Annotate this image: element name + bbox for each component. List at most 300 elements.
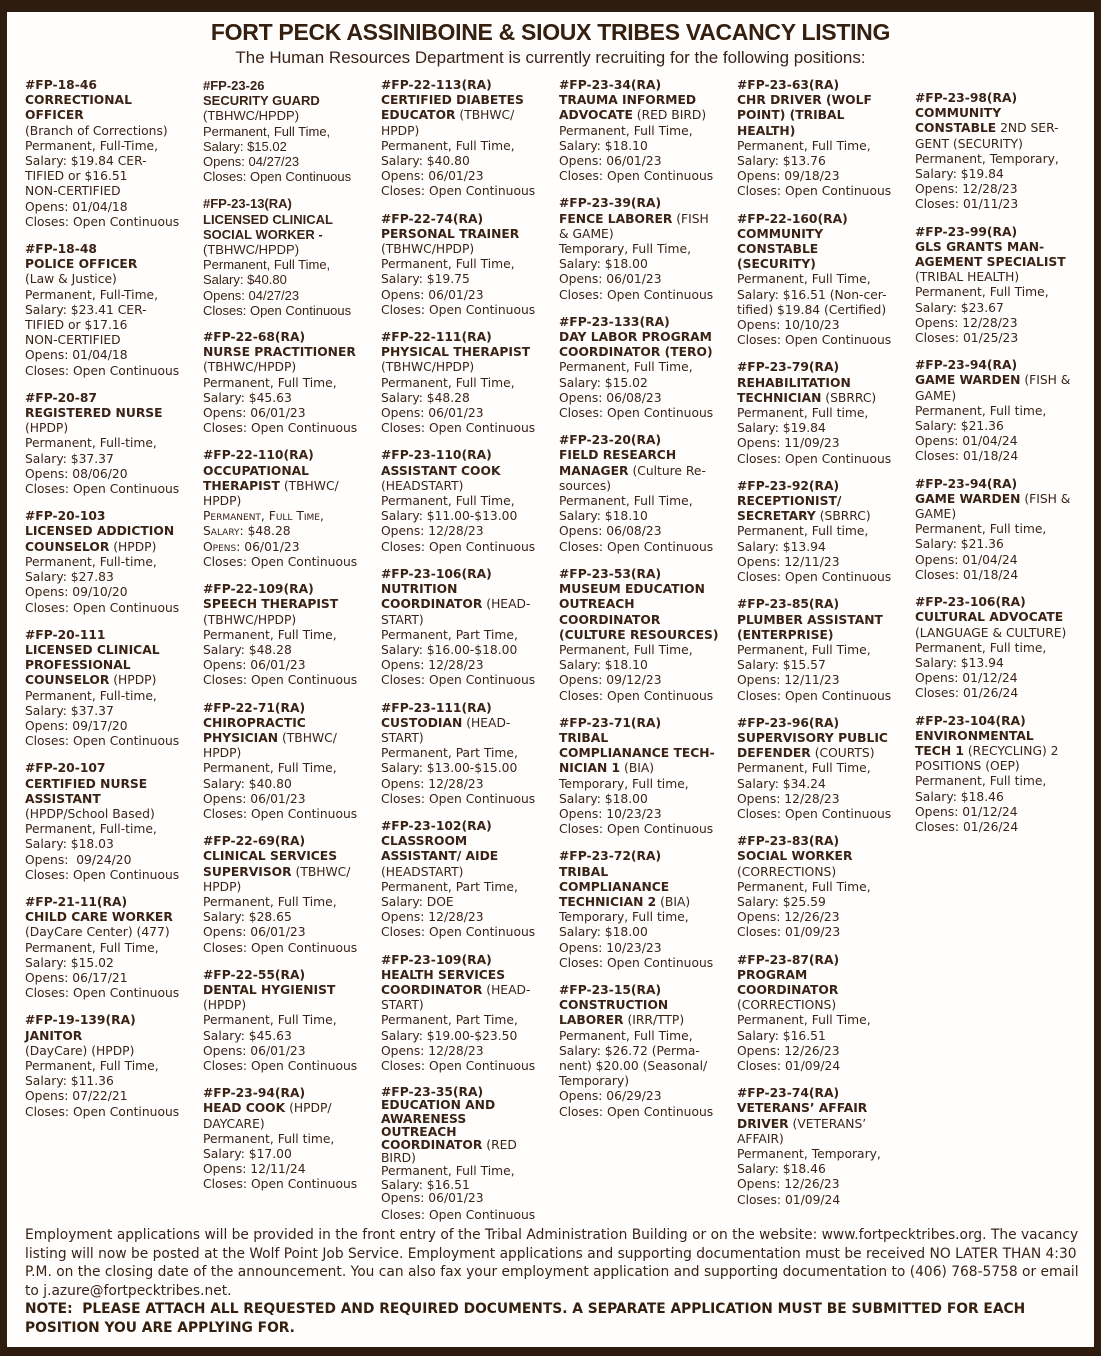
job-detail-line: Closes: Open Continuous [559,406,714,421]
job-detail-line: tified) $19.84 (Certified) [737,302,887,317]
job-listing [381,212,552,318]
job-listing [25,242,196,379]
job-number: #FP-23-106(RA) [915,595,1026,610]
job-listing [559,78,730,184]
job-detail-line: Permanent, Full Time, [203,123,331,139]
job-detail-line: Closes: Open Continuous [25,867,180,882]
job-number: #FP-23-63(RA) [737,78,840,92]
job-detail-line: Opens: 04/27/23 [203,154,300,170]
job-number: #FP-23-102(RA) [381,818,492,833]
job-detail-line: Salary: $40.80 [203,776,292,791]
job-detail-line: (DayCare Center) (477) [25,925,170,940]
job-detail-line: (TBHWC/HPDP) [203,242,300,258]
job-number: #FP-22-160(RA) [737,211,848,226]
job-detail-line: Salary: $21.36 [915,537,1004,552]
job-title-line: HEALTH) [737,123,796,138]
job-detail-line: Salary: $11.00-$13.00 [381,509,518,524]
job-title-line: TECH 1 (RECYCLING) 2 [915,743,1059,758]
job-title-line: CERTIFIED NURSE [25,776,148,791]
job-detail-line: Salary: $18.10 [559,658,648,673]
job-listing [203,834,374,956]
job-detail-line: Opens: 08/06/20 [25,466,128,481]
job-title-line: CORRECTIONAL [25,93,132,108]
job-detail-line: Permanent, Full Time, [559,642,693,657]
job-detail-line: Salary: $16.00-$18.00 [381,642,518,657]
job-detail-line: Opens: 06/01/23 [203,791,306,806]
job-title-line: LABORER (IRR/TTP) [559,1013,685,1028]
job-detail-line: Closes: Open Continuous [203,169,352,185]
job-listing [25,1013,196,1119]
job-number: #FP-23-106(RA) [381,566,492,581]
job-detail-line: Permanent, Full Time, [381,375,515,390]
job-title-line: RECEPTIONIST/ [737,494,842,509]
job-detail-line: Salary: $40.80 [381,154,470,169]
job-title-line: GLS GRANTS MAN- [915,239,1045,254]
job-detail-line: Closes: Open Continuous [203,673,358,688]
job-detail-line: Closes: Open Continuous [203,940,358,955]
job-detail-line: (HPDP/School Based) [25,806,155,821]
job-number: #FP-23-53(RA) [559,566,662,581]
page-footer [25,1226,1080,1337]
job-detail-line: Closes: 01/09/24 [737,1192,841,1207]
job-title-line: VETERANS’ AFFAIR [737,1101,868,1116]
job-title-line: PHYSICIAN (TBHWC/ [203,730,337,745]
job-detail-line: Closes: Open Continuous [559,955,714,970]
job-number: #FP-22-71(RA) [203,700,306,715]
job-detail-line: Permanent, Full Time, [25,1058,159,1073]
job-title-line: PERSONAL TRAINER [381,226,520,241]
job-detail-line: Salary: $15.02 [203,138,287,154]
job-detail-line: Permanent, Full-time, [25,436,157,451]
job-detail-line: Closes: Open Continuous [25,482,180,497]
job-detail-line: Salary: $19.84 [737,421,826,436]
job-detail-line: Permanent, Full Time, [559,494,693,509]
job-detail-line: Permanent, Full Time, [381,494,515,509]
job-detail-line: Closes: Open Continuous [203,554,358,569]
job-number: #FP-22-74(RA) [381,211,484,226]
job-detail-line: Permanent, Full Time, [203,509,324,524]
job-listing [203,448,374,570]
job-number: #FP-23-96(RA) [737,715,840,730]
job-detail-line: Opens: 12/28/23 [381,776,484,791]
job-title-line: NICIAN 1 (BIA) [559,761,655,776]
job-detail-line: Opens: 09/18/23 [737,169,840,184]
job-detail-line: Permanent, Full time, [737,524,869,539]
job-detail-line: Closes: Open Continuous [203,421,358,436]
job-number: #FP-23-39(RA) [559,196,662,211]
job-detail-line: Opens: 06/17/21 [25,970,128,985]
job-detail-line: Opens: 12/26/23 [737,1177,840,1192]
job-title-line: EDUCATOR (TBHWC/ [381,108,515,123]
job-detail-line: Opens: 06/01/23 [381,169,484,184]
job-number: #FP-19-139(RA) [25,1013,136,1028]
job-title-line: HPDP) [203,494,242,509]
job-title-line: SOCIAL WORKER [737,849,853,864]
job-number: #FP-22-110(RA) [203,448,314,463]
job-detail-line: Salary: $37.37 [25,451,114,466]
job-detail-line: Opens: 06/01/23 [559,272,662,287]
job-listing [381,701,552,807]
job-title-line: GAME) [915,388,957,403]
job-listing [915,477,1086,583]
page-subtitle: The Human Resources Department is currently recruiting for the following positions: [235,48,866,67]
job-listing [25,391,196,497]
job-title-line: LICENSED CLINICAL [25,642,160,657]
job-detail-line: (CORRECTIONS) [737,864,837,879]
job-number: #FP-23-13(RA) [203,196,292,212]
job-number: #FP-23-94(RA) [915,476,1018,491]
job-detail-line: Closes: 01/18/24 [915,449,1019,464]
job-detail-line: Opens: 01/12/24 [915,804,1018,819]
job-listing [203,196,374,318]
job-title-line: ENVIRONMENTAL [915,728,1034,743]
job-listing [559,716,730,838]
job-detail-line: (HPDP) [203,998,247,1013]
job-detail-line: Opens: 12/28/23 [381,910,484,925]
job-listing [381,330,552,436]
job-title-line: HEAD COOK (HPDP/ [203,1101,332,1116]
job-detail-line: Opens: 06/01/23 [559,154,662,169]
job-title-line: START) [381,730,424,745]
job-title-line: ADVOCATE (RED BIRD) [559,108,707,123]
job-number: #FP-23-15(RA) [559,982,662,997]
job-title-line: COORDINATOR (RED [381,1138,517,1152]
job-detail-line: Opens: 12/28/23 [737,791,840,806]
job-title-line: COUNSELOR (HPDP) [25,539,157,554]
job-listing [737,953,908,1075]
job-number: #FP-23-87(RA) [737,952,840,967]
job-title-line: GAME WARDEN (FISH & [915,491,1071,506]
job-number: #FP-23-98(RA) [915,91,1018,105]
footer-note: NOTE: PLEASE ATTACH ALL REQUESTED AND REQUIRED DOCUMENTS. A SEPARATE APPLICATION MUST BE SUBMITTED FOR EACH POSITION YOU ARE APPLYING FOR. [25,1301,1030,1336]
job-title-line: CERTIFIED DIABETES [381,93,524,108]
job-detail-line: Permanent, Full Time, [203,894,337,909]
job-detail-line: Salary: $13.94 [737,539,826,554]
job-detail-line: Permanent, Part Time, [381,746,518,761]
job-detail-line: Opens: 12/28/23 [381,524,484,539]
job-listing [737,834,908,940]
job-title-line: & GAME) [559,226,614,241]
job-title-line: POLICE OFFICER [25,257,138,272]
job-detail-line: Opens: 12/26/23 [737,910,840,925]
job-detail-line: Opens: 12/28/23 [915,182,1018,197]
job-title-line: EDUCATION AND [381,1098,496,1113]
job-detail-line: NON-CERTIFIED [25,184,121,199]
job-detail-line: Opens: 10/10/23 [737,318,840,333]
job-title-line: NUTRITION [381,582,458,597]
job-number: #FP-22-69(RA) [203,834,306,849]
job-title-line: CHR DRIVER (WOLF [737,93,872,108]
footer-instructions: Employment applications will be provided in the front entry of the Tribal Administration Building or on the website: www.fortpecktribes.org. The vacancy listing will now be posted at the Wolf Point Job Service. Employment applications and supporting documentation must be received NO LATER THAN 4:30 P.M. on the closing date of the announcement. You can also fax your employment application and supporting documentation to (406) 768-5758 or email to j.azure@fortpecktribes.net. [25,1227,1079,1299]
job-number: #FP-23-109(RA) [381,952,492,967]
job-number: #FP-23-79(RA) [737,360,840,375]
job-detail-line: Opens: 09/24/20 [25,852,132,867]
job-detail-line: Salary: $16.51 [381,1177,470,1192]
job-number: #FP-23-71(RA) [559,715,662,730]
job-detail-line: Closes: 01/26/24 [915,686,1019,701]
job-detail-line: Permanent, Full Time, [737,879,871,894]
job-number: #FP-22-68(RA) [203,330,306,345]
job-detail-line: Salary: $15.02 [559,375,648,390]
job-detail-line: Opens: 06/01/23 [381,287,484,302]
job-title-line: ASSISTANT COOK [381,463,501,478]
job-number: #FP-21-11(RA) [25,894,128,909]
job-listing [559,196,730,302]
job-detail-line: Closes: Open Continuous [203,1177,358,1192]
job-title-line: SOCIAL WORKER - [203,226,323,242]
job-title-line: LICENSED CLINICAL [203,211,333,227]
job-detail-line: Permanent, Full-time, [25,688,157,703]
job-title-line: REHABILITATION [737,375,851,390]
job-number: #FP-23-133(RA) [559,314,670,329]
job-detail-line: Permanent, Full Time, [915,285,1049,300]
job-number: #FP-23-34(RA) [559,78,662,92]
job-detail-line: Closes: Open Continuous [559,287,714,302]
job-title-line: HPDP) [203,879,242,894]
job-number: #FP-23-92(RA) [737,478,840,493]
job-detail-line: Closes: Open Continuous [737,806,892,821]
job-detail-line: Permanent, Full Time, [737,761,871,776]
job-listing [559,315,730,421]
job-detail-line: (TBHWC/HPDP) [381,242,475,257]
job-detail-line: Closes: Open Continuous [559,688,714,703]
job-listing [25,628,196,750]
job-detail-line: Salary: $15.02 [25,955,114,970]
job-listing [915,91,1086,213]
job-listing [203,701,374,823]
job-listing [203,968,374,1074]
job-listing [559,983,730,1120]
job-detail-line: Closes: Open Continuous [737,688,892,703]
job-listing [559,567,730,704]
job-detail-line: Temporary) [559,1074,630,1089]
job-listing [737,597,908,703]
job-detail-line: Salary: $18.00 [559,925,648,940]
job-detail-line: Permanent, Full Time, [203,257,331,273]
job-detail-line: Permanent, Full-Time, [25,287,159,302]
job-title-line: GAME) [915,507,957,522]
job-detail-line: Opens: 06/01/23 [203,1043,306,1058]
job-detail-line: Temporary, Full time, [559,776,689,791]
job-detail-line: (LANGUAGE & CULTURE) [915,625,1067,640]
job-detail-line: Salary: $11.36 [25,1074,114,1089]
job-detail-line: Permanent, Full time, [915,640,1047,655]
job-title-line: POSITIONS (OEP) [915,759,1020,774]
job-title-line: ASSISTANT [25,791,101,806]
job-detail-line: Permanent, Full-time, [25,554,157,569]
job-detail-line: (TRIBAL HEALTH) [915,270,1020,285]
job-title-line: FENCE LABORER (FISH [559,211,709,226]
job-detail-line: Permanent, Full-Time, [25,138,159,153]
job-title-line: DENTAL HYGIENIST [203,982,336,997]
job-title-line: (SECURITY) [737,257,816,272]
job-detail-line: Opens: 01/04/18 [25,348,128,363]
job-detail-line: Opens: 09/17/20 [25,718,128,733]
job-detail-line: Salary: $19.75 [381,272,470,287]
job-title-line: OUTREACH [559,597,635,612]
job-title-line: CONSTABLE 2ND SER- [915,121,1059,136]
job-title-line: START) [381,998,424,1013]
job-listing [737,1086,908,1208]
job-listing [915,358,1086,464]
job-title-line: COMPLIANANCE TECH- [559,746,715,761]
job-number: #FP-23-20(RA) [559,433,662,448]
job-number: #FP-20-87 [25,390,97,405]
job-detail-line: Salary: $16.51 [737,1028,826,1043]
job-detail-line: Opens: 12/11/24 [203,1162,306,1177]
job-detail-line: Permanent, Full Time, [559,360,693,375]
job-listing [737,212,908,349]
job-detail-line: Salary: $13.94 [915,655,1004,670]
job-title-line: OCCUPATIONAL [203,463,309,478]
job-detail-line: Salary: $48.28 [381,390,470,405]
job-detail-line: Opens: 06/01/23 [381,406,484,421]
job-title-line: CHILD CARE WORKER [25,910,173,925]
job-number: #FP-23-110(RA) [381,448,492,463]
page-header [7,12,1094,68]
job-title-line: CUSTODIAN (HEAD- [381,715,511,730]
listing-column-5 [737,78,908,1220]
job-detail-line: Permanent, Full Time, [559,123,693,138]
job-detail-line: Permanent, Full time, [203,1131,335,1146]
job-title-line: TRIBAL [559,730,609,745]
job-title-line: AGEMENT SPECIALIST [915,255,1066,270]
listing-column-4 [559,78,730,1132]
job-detail-line: Salary: $13.00-$15.00 [381,761,518,776]
job-title-line: COORDINATOR (HEAD- [381,982,531,997]
job-title-line: TECHNICIAN (SBRRC) [737,390,877,405]
job-detail-line: Closes: Open Continuous [25,1104,180,1119]
job-detail-line: Closes: Open Continuous [25,600,180,615]
job-listing [559,433,730,555]
job-title-line: HPDP) [203,746,242,761]
job-detail-line: Permanent, Full Time, [737,1013,871,1028]
job-detail-line: Permanent, Full Time, [25,940,159,955]
job-detail-line: Permanent, Full Time, [737,272,871,287]
job-number: #FP-23-94(RA) [915,358,1018,373]
job-detail-line: Opens: 01/12/24 [915,671,1018,686]
job-number: #FP-23-35(RA) [381,1085,484,1100]
job-detail-line: (DayCare) (HPDP) [25,1043,135,1058]
job-detail-line: Salary: $17.00 [203,1147,292,1161]
job-detail-line: Closes: Open Continuous [203,1058,358,1073]
job-detail-line: Salary: $23.41 CER- [25,302,147,317]
job-title-line: FIELD RESEARCH [559,448,677,463]
job-title-line: THERAPIST (TBHWC/ [203,478,339,493]
job-title-line: SECURITY GUARD [203,93,320,109]
job-title-line: TRAUMA INFORMED [559,93,697,108]
job-detail-line: Opens: 06/01/23 [203,658,306,673]
job-detail-line: Closes: 01/09/24 [737,1058,841,1073]
job-detail-line: Closes: Open Continuous [381,421,536,436]
job-title-line: (CULTURE RESOURCES) [559,627,719,642]
job-detail-line: Opens: 09/12/23 [559,673,662,688]
job-detail-line: Salary: $18.46 [737,1162,826,1177]
job-detail-line: Permanent, Full time, [737,406,869,421]
page-title: FORT PECK ASSINIBOINE & SIOUX TRIBES VACANCY LISTING [210,19,891,45]
job-detail-line: (CORRECTIONS) [737,998,837,1013]
job-detail-line: Salary: $23.67 [915,300,1004,315]
job-listing [915,714,1086,836]
job-detail-line: Closes: Open Continuous [381,925,536,940]
job-number: #FP-20-107 [25,761,106,776]
job-title-line: CULTURAL ADVOCATE [915,610,1064,625]
job-listing [25,895,196,1001]
job-title-line: GENT (SECURITY) [915,136,1023,151]
job-listing [25,509,196,615]
job-title-line: CHIROPRACTIC [203,715,306,730]
job-title-line: MANAGER (Culture Re- [559,463,706,478]
job-detail-line: Salary: $34.24 [737,776,826,791]
job-detail-line: Salary: $18.46 [915,789,1004,804]
job-title-line: TRIBAL [559,864,609,879]
job-detail-line: (HPDP) [25,421,69,436]
job-detail-line: Closes: 01/11/23 [915,197,1019,212]
job-listing [25,761,196,883]
job-detail-line: Closes: Open Continuous [25,734,180,749]
job-number: #FP-23-74(RA) [737,1086,840,1101]
job-detail-line: Permanent, Part Time, [381,627,518,642]
job-detail-line: (TBHWC/HPDP) [203,360,297,375]
job-detail-line: Opens: 07/22/21 [25,1089,128,1104]
job-detail-line: Temporary, Full Time, [559,242,691,257]
job-listing [737,78,908,200]
job-title-line: SECRETARY (SBRRC) [737,509,871,524]
job-listing [203,582,374,688]
job-detail-line: Salary: $18.10 [559,138,648,153]
job-number: #FP-23-83(RA) [737,834,840,849]
job-title-line: COORDINATOR (HEAD- [381,597,531,612]
job-listing [381,819,552,941]
job-detail-line: Salary: $40.80 [203,272,287,288]
job-detail-line: TIFIED or $17.16 [25,318,128,333]
job-detail-line: (HEADSTART) [381,864,464,879]
job-detail-line: Permanent, Full Time, [381,257,515,272]
job-detail-line: Opens: 12/28/23 [381,658,484,673]
job-title-line: COMMUNITY [737,226,824,241]
job-title-line: DRIVER (VETERANS’ [737,1116,867,1131]
job-listing [203,330,374,436]
job-detail-line: (Law & Justice) [25,272,117,287]
job-detail-line: Permanent, Full Time, [381,138,515,153]
job-detail-line: Temporary, Full time, [559,910,689,925]
job-detail-line: Closes: 01/25/23 [915,331,1019,346]
job-detail-line: Permanent, Part Time, [381,1013,518,1028]
job-detail-line: Salary: $18.00 [559,257,648,272]
job-detail-line: Permanent, Temporary, [915,151,1059,166]
job-detail-line: Closes: Open Continuous [381,1058,536,1073]
job-detail-line: Salary: $18.00 [559,791,648,806]
job-detail-line: Opens: 06/08/23 [559,524,662,539]
job-detail-line: Closes: Open Continuous [737,570,892,585]
job-detail-line: Salary: $45.63 [203,390,292,405]
job-detail-line: Salary: $26.72 (Perma- [559,1043,700,1058]
job-title-line: NURSE PRACTITIONER [203,345,356,360]
job-title-line: DEFENDER (COURTS) [737,746,875,761]
job-detail-line: Opens: 04/27/23 [203,287,300,303]
job-detail-line: Closes: Open Continuous [381,791,536,806]
job-title-line: DAY LABOR PROGRAM [559,330,712,345]
job-detail-line: Opens: 06/01/23 [203,925,306,940]
job-title-line: CLASSROOM [381,834,468,849]
job-detail-line: Opens: 12/11/23 [737,554,840,569]
job-title-line: HEALTH SERVICES [381,967,506,982]
job-number: #FP-18-46 [25,78,97,92]
job-detail-line: Opens: 06/01/23 [381,1190,484,1205]
job-detail-line: Opens: 06/08/23 [559,390,662,405]
job-title-line: DAYCARE) [203,1116,265,1131]
job-title-line: BIRD) [381,1151,416,1166]
